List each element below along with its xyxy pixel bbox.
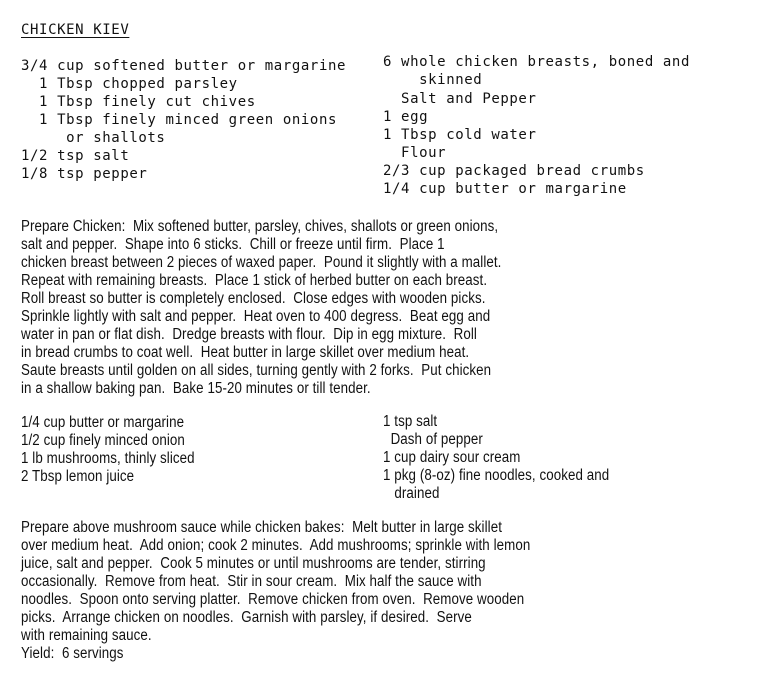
ingredient-line: Flour [383,145,447,161]
ingredient-line: 1/8 tsp pepper [21,166,148,182]
ingredient-line: 2 Tbsp lemon juice [21,468,135,485]
instruction-line: in bread crumbs to coat well. Heat butter in large skillet over medium heat. [21,344,470,361]
instruction-line: Saute breasts until golden on all sides, turning gently with 2 forks. Put chicken [21,362,492,379]
ingredient-line: 1 cup dairy sour cream [383,449,521,466]
ingredient-line: 1 egg [383,109,429,125]
instruction-line: Roll breast so butter is completely enclosed. Close edges with wooden picks. [21,290,486,307]
instruction-line: with remaining sauce. [21,627,152,644]
ingredient-line: skinned [383,72,483,88]
instruction-line: salt and pepper. Shape into 6 sticks. Chill or freeze until firm. Place 1 [21,236,445,253]
instruction-line: water in pan or flat dish. Dredge breasts with flour. Dip in egg mixture. Roll [21,326,477,343]
instruction-line: juice, salt and pepper. Cook 5 minutes or until mushrooms are tender, stirring [21,555,486,572]
instruction-line: Prepare Chicken: Mix softened butter, parsley, chives, shallots or green onions, [21,218,499,235]
instruction-line: Sprinkle lightly with salt and pepper. Heat oven to 400 degress. Beat egg and [21,308,491,325]
instruction-line: picks. Arrange chicken on noodles. Garnish with parsley, if desired. Serve [21,609,472,626]
ingredient-line: 1 pkg (8-oz) fine noodles, cooked and [383,467,610,484]
ingredient-line: 1/2 cup finely minced onion [21,432,185,449]
ingredient-line: Dash of pepper [383,431,483,448]
instruction-line: Prepare above mushroom sauce while chicken bakes: Melt butter in large skillet [21,519,502,536]
ingredient-line: 1 tsp salt [383,413,438,430]
instruction-line: chicken breast between 2 pieces of waxed paper. Pound it slightly with a mallet. [21,254,502,271]
ingredient-line: drained [383,485,440,502]
ingredient-line: 6 whole chicken breasts, boned and [383,54,690,70]
recipe-title: CHICKEN KIEV [21,22,130,38]
ingredient-line: 1 Tbsp chopped parsley [21,76,238,92]
instruction-line: occasionally. Remove from heat. Stir in sour cream. Mix half the sauce with [21,573,482,590]
ingredient-line: 1 Tbsp finely cut chives [21,94,256,110]
instruction-line: over medium heat. Add onion; cook 2 minutes. Add mushrooms; sprinkle with lemon [21,537,531,554]
ingredient-line: 1 Tbsp finely minced green onions [21,112,338,128]
instruction-line: in a shallow baking pan. Bake 15-20 minutes or till tender. [21,380,371,397]
yield-text: Yield: 6 servings [21,645,124,662]
ingredient-line: 1/2 tsp salt [21,148,130,164]
instruction-line: noodles. Spoon onto serving platter. Remove chicken from oven. Remove wooden [21,591,525,608]
ingredient-line: 2/3 cup packaged bread crumbs [383,163,645,179]
ingredient-line: 1/4 cup butter or margarine [383,181,627,197]
ingredient-line: 1/4 cup butter or margarine [21,414,185,431]
ingredient-line: Salt and Pepper [383,91,537,107]
ingredient-line: 1 lb mushrooms, thinly sliced [21,450,195,467]
ingredient-line: 1 Tbsp cold water [383,127,537,143]
instruction-line: Repeat with remaining breasts. Place 1 stick of herbed butter on each breast. [21,272,488,289]
ingredient-line: 3/4 cup softened butter or margarine [21,58,347,74]
ingredient-line: or shallots [21,130,166,146]
